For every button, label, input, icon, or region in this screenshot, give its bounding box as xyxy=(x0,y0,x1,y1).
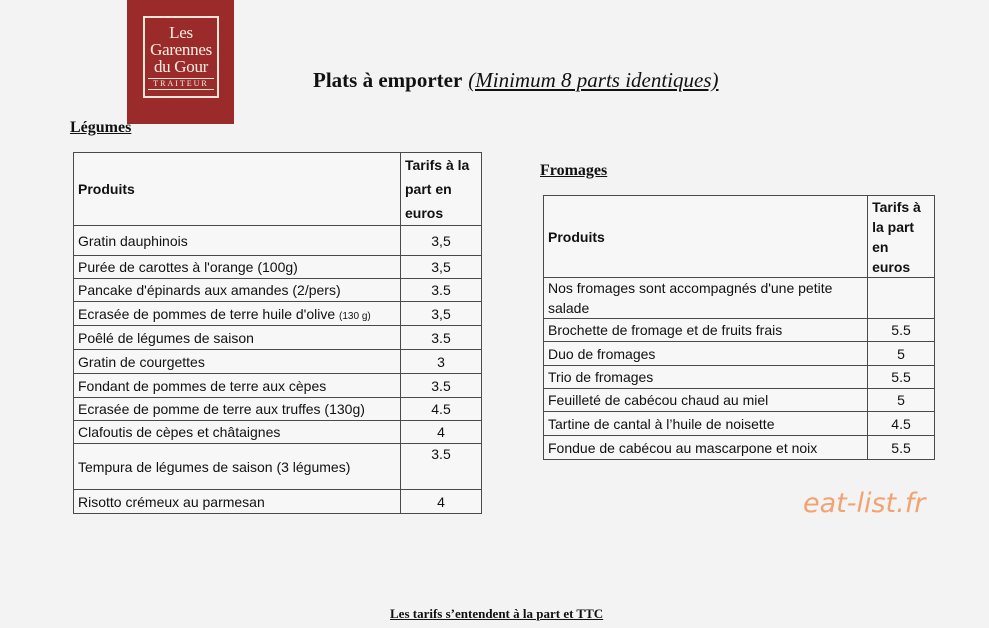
table-row xyxy=(74,350,482,374)
logo-text-les: Les xyxy=(169,23,193,42)
product-name: Gratin de courgettes xyxy=(74,350,401,374)
logo xyxy=(127,0,234,124)
product-name: Duo de fromages xyxy=(544,342,868,366)
table-header-row xyxy=(74,153,482,226)
product-name: Fondue de cabécou au mascarpone et noix xyxy=(544,436,868,460)
product-price: 4 xyxy=(401,490,482,514)
table-row xyxy=(544,278,935,319)
product-price: 3,5 xyxy=(401,226,482,256)
table-row xyxy=(74,374,482,398)
product-price: 5.5 xyxy=(868,436,935,460)
watermark: eat-list.fr xyxy=(803,488,926,519)
table-row xyxy=(544,436,935,460)
product-name: Fondant de pommes de terre aux cèpes xyxy=(74,374,401,398)
product-cell xyxy=(74,302,401,326)
product-name: Risotto crémeux au parmesan xyxy=(74,490,401,514)
product-price: 3,5 xyxy=(401,256,482,279)
product-name: Nos fromages sont accompagnés d'une petite salade xyxy=(544,278,868,319)
legumes-heading: Légumes xyxy=(70,119,132,136)
table-row xyxy=(74,256,482,279)
product-price: 5 xyxy=(868,389,935,412)
header-price: Tarifs à la part en euros xyxy=(868,196,935,278)
product-name: Ecrasée de pommes de terre huile d'olive xyxy=(78,305,336,322)
product-price xyxy=(868,278,935,319)
product-name: Pancake d'épinards aux amandes (2/pers) xyxy=(74,279,401,302)
product-name: Clafoutis de cèpes et châtaignes xyxy=(74,421,401,444)
logo-frame xyxy=(143,16,219,98)
product-price: 3.5 xyxy=(401,279,482,302)
logo-text-du-gour: du Gour xyxy=(153,57,209,76)
table-row xyxy=(74,226,482,256)
product-price: 5 xyxy=(868,342,935,366)
footer-note: Les tarifs s’entendent à la part et TTC xyxy=(390,606,604,621)
page-title-subtitle: (Minimum 8 parts identiques) xyxy=(468,68,719,92)
page-title xyxy=(313,68,719,93)
table-row xyxy=(74,326,482,350)
table-row xyxy=(544,366,935,389)
product-price: 5.5 xyxy=(868,319,935,342)
table-row xyxy=(74,279,482,302)
product-name: Gratin dauphinois xyxy=(74,226,401,256)
table-row xyxy=(74,490,482,514)
fromages-table xyxy=(543,195,935,460)
table-row xyxy=(544,342,935,366)
logo-text-garennes: Garennes xyxy=(150,40,212,59)
page-title-main: Plats à emporter xyxy=(313,68,463,92)
table-header-row xyxy=(544,196,935,278)
product-price: 3 xyxy=(401,350,482,374)
legumes-table xyxy=(73,152,482,514)
header-product: Produits xyxy=(544,196,868,278)
product-name: Tempura de légumes de saison (3 légumes) xyxy=(74,444,401,490)
product-name: Poêlé de légumes de saison xyxy=(74,326,401,350)
product-price: 3.5 xyxy=(401,444,482,490)
table-row xyxy=(74,302,482,326)
product-name: Ecrasée de pomme de terre aux truffes (130g) xyxy=(74,398,401,421)
header-price: Tarifs à la part en euros xyxy=(401,153,482,226)
table-row xyxy=(74,421,482,444)
header-product: Produits xyxy=(74,153,401,226)
product-name: Tartine de cantal à l’huile de noisette xyxy=(544,412,868,436)
logo-tagline: TRAITEUR xyxy=(148,78,214,90)
table-row xyxy=(74,444,482,490)
product-price: 3.5 xyxy=(401,326,482,350)
table-row xyxy=(74,398,482,421)
product-weight-note: (130 g) xyxy=(339,310,371,322)
table-row xyxy=(544,389,935,412)
product-price: 3.5 xyxy=(401,374,482,398)
product-name: Trio de fromages xyxy=(544,366,868,389)
table-row xyxy=(544,412,935,436)
product-name: Brochette de fromage et de fruits frais xyxy=(544,319,868,342)
product-price: 3,5 xyxy=(401,302,482,326)
product-name: Feuilleté de cabécou chaud au miel xyxy=(544,389,868,412)
product-price: 4 xyxy=(401,421,482,444)
product-price: 5.5 xyxy=(868,366,935,389)
product-price: 4.5 xyxy=(401,398,482,421)
fromages-heading: Fromages xyxy=(540,162,608,179)
product-price: 4.5 xyxy=(868,412,935,436)
table-row xyxy=(544,319,935,342)
product-name: Purée de carottes à l'orange (100g) xyxy=(74,256,401,279)
